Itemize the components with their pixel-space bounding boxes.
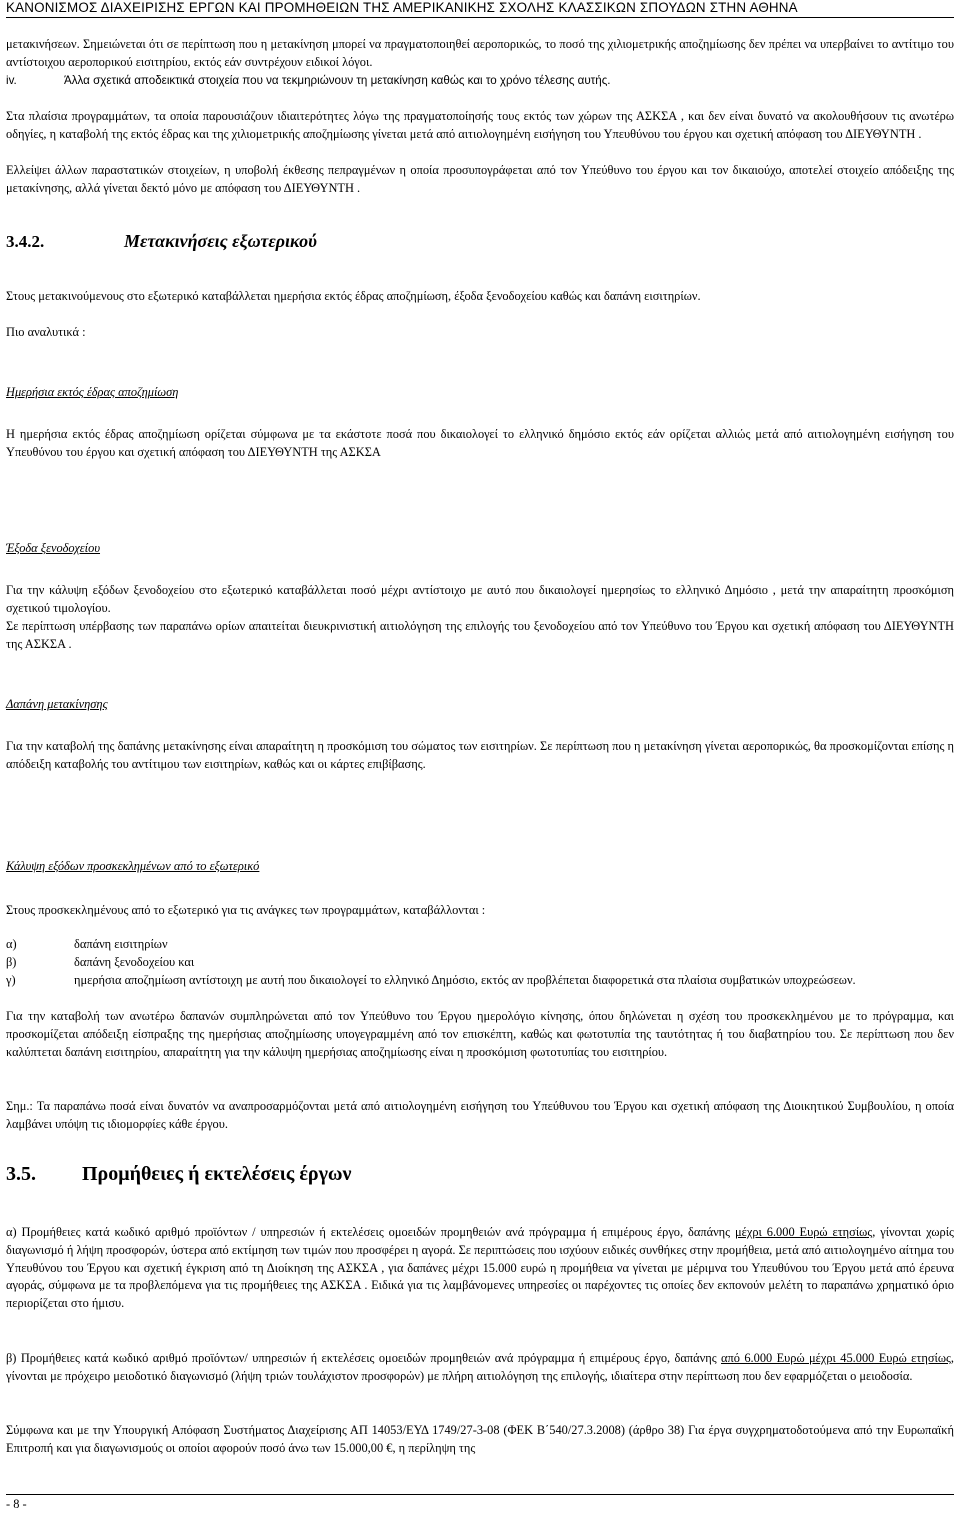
- expense-list: [6, 936, 954, 989]
- page-number: - 8 -: [6, 1494, 954, 1512]
- regulation-paragraph: Σύμφωνα και με την Υπουργική Απόφαση Συστήματος Διαχείρισης ΑΠ 14053/ΕΥΔ 1749/27-3-08 (ΦΕΚ Β΄540/27.3.2008) (άρθρο 38) Για έργα συγχρηματοδοτούμενα από την Ευρωπαϊκή Επιτροπή και για διαγωνισμούς οι οποίοι αφορούν ποσό άνω των 15.000,00 €, η περίληψη της: [6, 1423, 954, 1455]
- section-title: Προμήθειες ή εκτελέσεις έργων: [82, 1163, 352, 1185]
- section-heading-3-5: [6, 1163, 954, 1185]
- text-run: β) Προμήθειες κατά κωδικό αριθμό προϊόντων/ υπηρεσιών ή εκτελέσεις ομοειδών προμηθειών ανά πρόγραμμα ή επιμέρους έργο, δαπάνης: [6, 1351, 721, 1365]
- list-marker: iv.: [6, 74, 17, 87]
- subheading-hotel: Έξοδα ξενοδοχείου: [6, 541, 101, 555]
- lack-paragraph: Ελλείψει άλλων παραστατικών στοιχείων, η υποβολή έκθεσης πεπραγμένων η οποία προσυπογράφεται από τον Υπεύθυνο του έργου και τον δικαιούχο, αποτελεί στοιχείο απόδειξης της μετακίνησης, αλλά γίνεται δεκτό μόνο με απόφαση του ΔΙΕΥΘΥΝΤΗ .: [6, 163, 954, 195]
- subheading-travel-cost: Δαπάνη μετακίνησης: [6, 697, 108, 711]
- invited-paragraph: Στους προσκεκλημένους από το εξωτερικό για τις ανάγκες των προγραμμάτων, καταβάλλονται :: [6, 903, 486, 917]
- text-run: , γίνονται χωρίς διαγωνισμό ή λήψη προσφορών, ύστερα από εκτίμηση των τιμών που προσφέρει η αγορά. Σε περιπτώσεις που ισχύουν ειδικές συνθήκες στην προμήθεια, μετά από αιτιολογημένο αίτημα του Υπευθύνου του Έργου και σχετική έγκριση από τη Διοίκηση της ΑΣΚΣΑ , για δαπάνες μέχρι 15.000 ευρώ η προμήθεια να γίνεται με μέριμνα του Υπευθύνου του Έργου μετά από έρευνα αγοράς, σύμφωνα με τα προβλεπόμενα για τις προμήθειες της ΑΣΚΣΑ . Ειδικά για τις λαμβάνομενες υπηρεσίες οι παρέχοντες τις οποίες δεν εκπονούν μελέτη το παραπάνω χρηματικό όριο περιορίζεται στο ήμισυ.: [6, 1225, 954, 1311]
- note-paragraph: Σημ.: Τα παραπάνω ποσά είναι δυνατόν να αναπροσαρμόζονται μετά από αιτιολογημένη εισήγηση του Υπεύθυνου του Έργου και σχετική απόφαση της Διοικητικού Συμβουλίου, η οποία λαμβάνει υπόψη τις ιδιομορφίες κάθε έργου.: [6, 1099, 954, 1131]
- underlined-amount: από 6.000 Ευρώ μέχρι 45.000 Ευρώ ετησίως: [721, 1351, 951, 1365]
- abroad-paragraph: Στους μετακινούμενους στο εξωτερικό καταβάλλεται ημερήσια εκτός έδρας αποζημίωση, έξοδα ξενοδοχείου καθώς και δαπάνη εισιτηρίων.: [6, 289, 701, 303]
- list-item: [6, 936, 954, 954]
- list-item: [6, 954, 954, 972]
- procurement-paragraph-a: [6, 1224, 954, 1313]
- detail-paragraph: Πιο αναλυτικά :: [6, 325, 86, 339]
- section-number: 3.5.: [6, 1163, 36, 1185]
- text-run: α) Προμήθειες κατά κωδικό αριθμό προϊόντων / υπηρεσιών ή εκτελέσεις ομοειδών προμηθειών ανά πρόγραμμα ή επιμέρους έργο, δαπάνης: [6, 1225, 735, 1239]
- programs-paragraph: Στα πλαίσια προγραμμάτων, τα οποία παρουσιάζουν ιδιαιτερότητες λόγω της πραγματοποίησής τους εκτός των χώρων της ΑΣΚΣΑ , και δεν είναι δυνατό να ακολουθήσουν τις ανωτέρω οδηγίες, η καταβολή της εκτός έδρας και της χιλιομετρικής αποζημίωσης γίνεται μετά από αιτιολογημένη εισήγηση του Υπευθύνου του έργου και σχετική απόφαση του ΔΙΕΥΘΥΝΤΗ .: [6, 109, 954, 141]
- section-heading-3-4-2: [6, 233, 954, 251]
- list-marker: β): [6, 954, 17, 969]
- list-text: ημερήσια αποζημίωση αντίστοιχη με αυτή που δικαιολογεί το ελληνικό Δημόσιο, εκτός αν προβλέπεται διαφορετικά στα πλαίσια συμβατικών υποχρεώσεων.: [74, 972, 856, 987]
- subheading-invited-guests: Κάλυψη εξόδων προσκεκλημένων από το εξωτερικό: [6, 859, 260, 873]
- subheading-daily-allowance: Ημερήσια εκτός έδρας αποζημίωση: [6, 385, 179, 399]
- text-run: , γίνονται με πρόχειρο μειοδοτικό διαγωνισμό (λήψη τριών τουλάχιστον προσφορών) με πλήρη αιτιολόγηση της επιλογής, ιδιαίτερα στην περίπτωση που δεν εφαρμόζεται ο μειοδοσία.: [6, 1351, 954, 1383]
- hotel-paragraph-2: Σε περίπτωση υπέρβασης των παραπάνω ορίων απαιτείται διευκρινιστική αιτιολόγηση της επιλογής του ξενοδοχείου από τον Υπεύθυνο του Έργου και σχετική απόφαση του ΔΙΕΥΘΥΝΤΗ της ΑΣΚΣΑ .: [6, 619, 954, 651]
- list-item-iv: [6, 72, 954, 90]
- procurement-paragraph-b: [6, 1350, 954, 1386]
- section-number: 3.4.2.: [6, 232, 45, 251]
- list-marker: γ): [6, 972, 16, 987]
- invited-paragraph-2: Για την καταβολή των ανωτέρω δαπανών συμπληρώνεται από τον Υπεύθυνο του Έργου ημερολόγιο κίνησης, όπου δηλώνεται η σχέση του προσκεκλημένου με το πρόγραμμα, και προσκομίζεται απόδειξη είσπραξης της ημερήσιας αποζημίωσης υπογεγραμμένη από τον επισκέπτη, καθώς και φωτοτυπία της ταυτότητας ή του διαβατηρίου του. Σε περίπτωση που δεν καλύπτεται δαπάνη εισιτηρίου, απαραίτητη για την κάλυψη ημερήσιας αποζημίωσης είναι η προσκόμιση φωτοτυπίας του εισιτηρίου.: [6, 1009, 954, 1059]
- hotel-paragraph-1: Για την κάλυψη εξόδων ξενοδοχείου στο εξωτερικό καταβάλλεται ποσό μέχρι αντίστοιχο με αυτό που δικαιολογεί ημερησίως το ελληνικό Δημόσιο , μετά την απαραίτητη προσκόμιση σχετικού τιμολογίου.: [6, 583, 954, 615]
- daily-allowance-paragraph: Η ημερήσια εκτός έδρας αποζημίωση ορίζεται σύμφωνα με τα εκάστοτε ποσά που δικαιολογεί το ελληνικό δημόσιο εκτός εάν ορίζεται αλλιώς μετά από αιτιολογημένη εισήγηση του Υπευθύνου του έργου και σχετική απόφαση του ΔΙΕΥΘΥΝΤΗ της ΑΣΚΣΑ: [6, 427, 954, 459]
- section-title: Μετακινήσεις εξωτερικού: [124, 231, 317, 251]
- list-text: Άλλα σχετικά αποδεικτικά στοιχεία που να τεκμηριώνουν τη μετακίνηση καθώς και το χρόνο τέλεσης αυτής.: [64, 74, 611, 87]
- intro-paragraph: μετακινήσεων. Σημειώνεται ότι σε περίπτωση που η μετακίνηση μπορεί να πραγματοποιηθεί αεροπορικώς, το ποσό της χιλιομετρικής αποζημίωσης δεν πρέπει να υπερβαίνει το αντίτιμο του αντίστοιχου αεροπορικού εισιτηρίου, εκτός εάν συντρέχουν ειδικοί λόγοι.: [6, 37, 954, 69]
- list-text: δαπάνη εισιτηρίων: [74, 937, 168, 951]
- running-header: ΚΑΝΟΝΙΣΜΟΣ ΔΙΑΧΕΙΡΙΣΗΣ ΕΡΓΩΝ ΚΑΙ ΠΡΟΜΗΘΕΙΩΝ ΤΗΣ ΑΜΕΡΙΚΑΝΙΚΗΣ ΣΧΟΛΗΣ ΚΛΑΣΣΙΚΩΝ ΣΠΟΥΔΩΝ ΣΤΗΝ ΑΘΗΝΑ: [6, 0, 954, 18]
- list-marker: α): [6, 937, 17, 951]
- list-item: [6, 972, 954, 990]
- underlined-amount: μέχρι 6.000 Ευρώ ετησίως: [734, 1225, 873, 1239]
- list-text: δαπάνη ξενοδοχείου και: [74, 954, 195, 969]
- travel-cost-paragraph: Για την καταβολή της δαπάνης μετακίνησης είναι απαραίτητη η προσκόμιση του σώματος των εισιτηρίων. Σε περίπτωση που η μετακίνηση γίνεται αεροπορικώς, θα προσκομίζονται επίσης η απόδειξη καταβολής του αντίτιμου των εισιτηρίων, καθώς και οι κάρτες επιβίβασης.: [6, 739, 954, 771]
